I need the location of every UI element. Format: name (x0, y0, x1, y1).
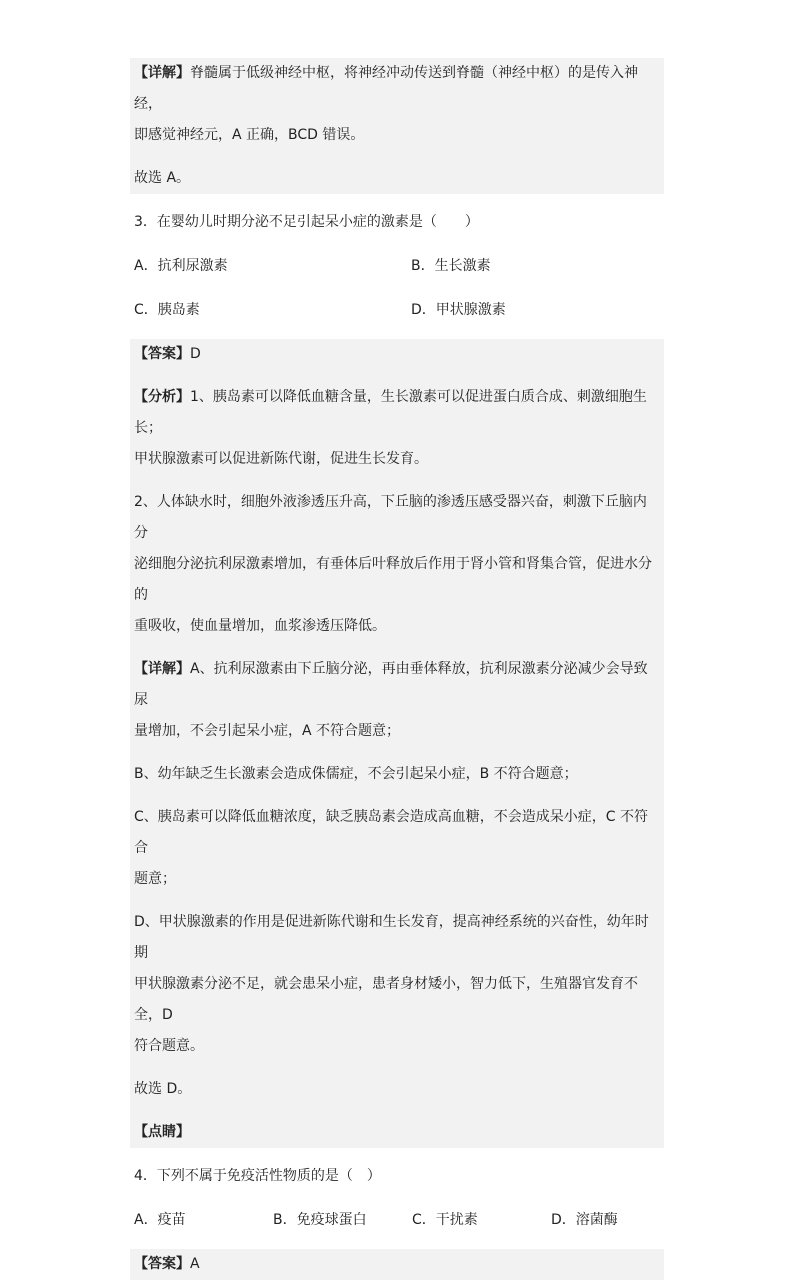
q3-analysis2-line-2: 泌细胞分泌抗利尿激素增加，有垂体后叶释放后作用于肾小管和肾集合管，促进水分的 (134, 556, 652, 603)
q3-options-row-2 (130, 295, 664, 326)
q3-analysis-line-2: 甲状腺激素可以促进新陈代谢，促进生长发育。 (134, 451, 428, 467)
q3-detail-d-line-1: D、甲状腺激素的作用是促进新陈代谢和生长发育，提高神经系统的兴奋性，幼年时期 (134, 914, 649, 961)
q3-analysis2-line-3: 重吸收，使血量增加，血浆渗透压降低。 (134, 618, 386, 634)
q4-answer-block (130, 1249, 664, 1280)
q3-option-d: D．甲状腺激素 (411, 302, 506, 318)
q4-option-b: B．免疫球蛋白 (273, 1212, 367, 1228)
document-page (130, 58, 664, 1280)
q2-detail-block (130, 58, 664, 194)
q3-analysis2-line-1: 2、人体缺水时，细胞外液渗透压升高，下丘脑的渗透压感受器兴奋，刺激下丘脑内分 (134, 494, 647, 541)
q3-option-c: C．胰岛素 (134, 302, 200, 318)
q3-note-tag: 【点睛】 (134, 1124, 190, 1140)
q3-detail-d-line-3: 符合题意。 (134, 1038, 204, 1054)
detail-tag: 【详解】 (134, 65, 190, 81)
q3-answer: 【答案】D (134, 346, 201, 362)
q4-answer: 【答案】A (134, 1256, 200, 1272)
q3-detail-c-line-1: C、胰岛素可以降低血糖浓度，缺乏胰岛素会造成高血糖，不会造成呆小症，C 不符合 (134, 809, 648, 856)
q3-detail-b: B、幼年缺乏生长激素会造成侏儒症，不会引起呆小症，B 不符合题意； (134, 766, 578, 782)
q3-option-b: B．生长激素 (411, 258, 491, 274)
q3-detail-a-line-2: 量增加，不会引起呆小症，A 不符合题意； (134, 723, 401, 739)
q2-detail-line-2: 即感觉神经元，A 正确，BCD 错误。 (134, 127, 365, 143)
q3-analysis-line-1: 【分析】1、胰岛素可以降低血糖含量，生长激素可以促进蛋白质合成、刺激细胞生长； (134, 389, 647, 436)
q4-option-a: A．疫苗 (134, 1212, 186, 1228)
q3-choice: 故选 D。 (134, 1081, 192, 1097)
q3-option-a: A．抗利尿激素 (134, 258, 228, 274)
q3-options-row-1 (130, 251, 664, 282)
q4-option-d: D．溶菌酶 (551, 1212, 618, 1228)
q3-stem: 3．在婴幼儿时期分泌不足引起呆小症的激素是（ ） (134, 214, 479, 230)
q3-detail-c-line-2: 题意； (134, 871, 176, 887)
q4-options-row (130, 1205, 664, 1236)
q3-detail-a-line-1: 【详解】A、抗利尿激素由下丘脑分泌，再由垂体释放，抗利尿激素分泌减少会导致尿 (134, 661, 648, 708)
q4-stem: 4．下列不属于免疫活性物质的是（ ） (134, 1168, 381, 1184)
q2-detail-line-1: 【详解】脊髓属于低级神经中枢，将神经冲动传送到脊髓（神经中枢）的是传入神经， (134, 65, 638, 112)
q4-option-c: C．干扰素 (412, 1212, 478, 1228)
q2-choice: 故选 A。 (134, 170, 191, 186)
q3-answer-block (130, 339, 664, 1148)
q3-detail-d-line-2: 甲状腺激素分泌不足，就会患呆小症，患者身材矮小，智力低下，生殖器官发育不全，D (134, 976, 638, 1023)
